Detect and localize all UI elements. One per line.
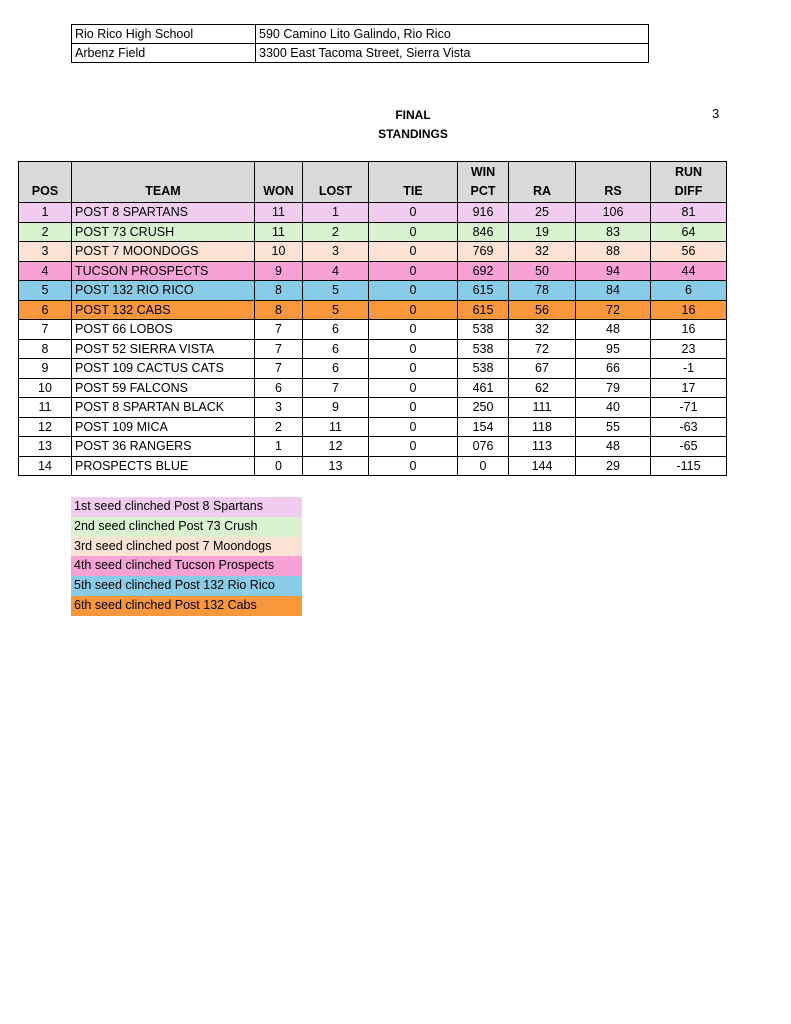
venue-name: Rio Rico High School [72, 25, 256, 44]
cell-pos: 8 [19, 339, 72, 359]
legend-item: 1st seed clinched Post 8 Spartans [71, 497, 302, 517]
cell-run-diff: -115 [651, 456, 727, 476]
header-win-pct [458, 162, 509, 203]
cell-team: POST 59 FALCONS [72, 378, 255, 398]
cell-win-pct: 0 [458, 456, 509, 476]
cell-pos: 10 [19, 378, 72, 398]
standings-body [19, 203, 727, 476]
cell-lost: 5 [303, 281, 369, 301]
standings-row [19, 437, 727, 457]
cell-win-pct: 916 [458, 203, 509, 223]
cell-won: 10 [255, 242, 303, 262]
cell-ra: 50 [509, 261, 576, 281]
cell-pos: 13 [19, 437, 72, 457]
header-team: TEAM [72, 162, 255, 203]
page-number: 3 [712, 106, 720, 121]
cell-pos: 7 [19, 320, 72, 340]
cell-pos: 1 [19, 203, 72, 223]
cell-win-pct: 692 [458, 261, 509, 281]
cell-team: POST 8 SPARTANS [72, 203, 255, 223]
cell-rs: 84 [576, 281, 651, 301]
cell-rs: 48 [576, 437, 651, 457]
cell-win-pct: 615 [458, 281, 509, 301]
cell-won: 9 [255, 261, 303, 281]
legend-item: 6th seed clinched Post 132 Cabs [71, 596, 302, 616]
standings-table [18, 161, 727, 476]
cell-rs: 83 [576, 222, 651, 242]
page-title [313, 106, 513, 144]
cell-team: POST 109 CACTUS CATS [72, 359, 255, 379]
cell-ra: 56 [509, 300, 576, 320]
cell-win-pct: 538 [458, 359, 509, 379]
cell-tie: 0 [369, 222, 458, 242]
standings-row [19, 203, 727, 223]
cell-run-diff: 23 [651, 339, 727, 359]
cell-tie: 0 [369, 339, 458, 359]
cell-run-diff: 44 [651, 261, 727, 281]
cell-team: POST 66 LOBOS [72, 320, 255, 340]
cell-lost: 9 [303, 398, 369, 418]
venue-row [72, 25, 649, 44]
cell-ra: 144 [509, 456, 576, 476]
cell-win-pct: 538 [458, 339, 509, 359]
cell-tie: 0 [369, 242, 458, 262]
cell-run-diff: -65 [651, 437, 727, 457]
standings-row [19, 339, 727, 359]
cell-lost: 6 [303, 359, 369, 379]
venue-address: 590 Camino Lito Galindo, Rio Rico [256, 25, 649, 44]
standings-row [19, 417, 727, 437]
standings-row [19, 261, 727, 281]
header-rs: RS [576, 162, 651, 203]
cell-run-diff: 16 [651, 320, 727, 340]
cell-tie: 0 [369, 398, 458, 418]
cell-team: PROSPECTS BLUE [72, 456, 255, 476]
cell-ra: 62 [509, 378, 576, 398]
cell-run-diff: -71 [651, 398, 727, 418]
cell-win-pct: 615 [458, 300, 509, 320]
standings-row [19, 281, 727, 301]
cell-run-diff: -63 [651, 417, 727, 437]
legend-item: 3rd seed clinched post 7 Moondogs [71, 537, 302, 557]
cell-won: 2 [255, 417, 303, 437]
cell-rs: 48 [576, 320, 651, 340]
cell-run-diff: 17 [651, 378, 727, 398]
header-run-diff-line2: DIFF [674, 184, 703, 198]
cell-tie: 0 [369, 300, 458, 320]
cell-tie: 0 [369, 261, 458, 281]
cell-rs: 94 [576, 261, 651, 281]
legend-item: 5th seed clinched Post 132 Rio Rico [71, 576, 302, 596]
cell-lost: 5 [303, 300, 369, 320]
standings-row [19, 359, 727, 379]
cell-pos: 14 [19, 456, 72, 476]
cell-run-diff: 56 [651, 242, 727, 262]
venue-row [72, 44, 649, 63]
standings-row [19, 242, 727, 262]
cell-won: 7 [255, 339, 303, 359]
cell-rs: 29 [576, 456, 651, 476]
cell-won: 8 [255, 281, 303, 301]
cell-lost: 12 [303, 437, 369, 457]
standings-row [19, 300, 727, 320]
cell-tie: 0 [369, 281, 458, 301]
cell-ra: 19 [509, 222, 576, 242]
cell-win-pct: 538 [458, 320, 509, 340]
cell-won: 7 [255, 359, 303, 379]
cell-ra: 67 [509, 359, 576, 379]
cell-team: POST 132 CABS [72, 300, 255, 320]
cell-ra: 32 [509, 242, 576, 262]
header-lost: LOST [303, 162, 369, 203]
cell-lost: 11 [303, 417, 369, 437]
cell-ra: 25 [509, 203, 576, 223]
header-run-diff-line1: RUN [674, 165, 703, 179]
cell-tie: 0 [369, 203, 458, 223]
cell-lost: 13 [303, 456, 369, 476]
cell-ra: 78 [509, 281, 576, 301]
cell-pos: 5 [19, 281, 72, 301]
standings-row [19, 222, 727, 242]
cell-run-diff: 6 [651, 281, 727, 301]
cell-tie: 0 [369, 378, 458, 398]
standings-row [19, 456, 727, 476]
cell-pos: 6 [19, 300, 72, 320]
cell-run-diff: 64 [651, 222, 727, 242]
cell-ra: 118 [509, 417, 576, 437]
cell-run-diff: -1 [651, 359, 727, 379]
cell-ra: 111 [509, 398, 576, 418]
header-win-pct-line2: PCT [470, 184, 496, 198]
cell-team: POST 132 RIO RICO [72, 281, 255, 301]
legend-item: 2nd seed clinched Post 73 Crush [71, 517, 302, 537]
cell-team: POST 7 MOONDOGS [72, 242, 255, 262]
cell-rs: 95 [576, 339, 651, 359]
cell-team: POST 8 SPARTAN BLACK [72, 398, 255, 418]
cell-win-pct: 461 [458, 378, 509, 398]
cell-pos: 11 [19, 398, 72, 418]
cell-won: 6 [255, 378, 303, 398]
cell-ra: 32 [509, 320, 576, 340]
venue-address: 3300 East Tacoma Street, Sierra Vista [256, 44, 649, 63]
cell-team: POST 52 SIERRA VISTA [72, 339, 255, 359]
cell-won: 11 [255, 203, 303, 223]
header-pos: POS [19, 162, 72, 203]
cell-run-diff: 81 [651, 203, 727, 223]
venues-body [72, 25, 649, 63]
cell-win-pct: 846 [458, 222, 509, 242]
cell-team: POST 73 CRUSH [72, 222, 255, 242]
legend-item: 4th seed clinched Tucson Prospects [71, 556, 302, 576]
cell-lost: 1 [303, 203, 369, 223]
cell-rs: 79 [576, 378, 651, 398]
title-line-final: FINAL [395, 108, 431, 122]
cell-win-pct: 250 [458, 398, 509, 418]
cell-lost: 4 [303, 261, 369, 281]
cell-pos: 3 [19, 242, 72, 262]
title-line-standings: STANDINGS [378, 127, 448, 141]
cell-pos: 12 [19, 417, 72, 437]
cell-lost: 6 [303, 320, 369, 340]
header-ra: RA [509, 162, 576, 203]
standings-row [19, 398, 727, 418]
seed-legend [71, 497, 302, 616]
cell-won: 1 [255, 437, 303, 457]
cell-lost: 2 [303, 222, 369, 242]
cell-pos: 4 [19, 261, 72, 281]
header-run-diff [651, 162, 727, 203]
cell-tie: 0 [369, 320, 458, 340]
standings-row [19, 378, 727, 398]
cell-won: 8 [255, 300, 303, 320]
cell-ra: 72 [509, 339, 576, 359]
cell-rs: 72 [576, 300, 651, 320]
header-win-pct-line1: WIN [470, 165, 496, 179]
cell-pos: 9 [19, 359, 72, 379]
venue-name: Arbenz Field [72, 44, 256, 63]
cell-win-pct: 076 [458, 437, 509, 457]
cell-win-pct: 154 [458, 417, 509, 437]
cell-rs: 55 [576, 417, 651, 437]
cell-run-diff: 16 [651, 300, 727, 320]
cell-pos: 2 [19, 222, 72, 242]
cell-team: POST 36 RANGERS [72, 437, 255, 457]
cell-tie: 0 [369, 437, 458, 457]
cell-ra: 113 [509, 437, 576, 457]
cell-rs: 88 [576, 242, 651, 262]
cell-rs: 40 [576, 398, 651, 418]
venues-table [71, 24, 649, 63]
cell-won: 3 [255, 398, 303, 418]
cell-lost: 6 [303, 339, 369, 359]
cell-won: 0 [255, 456, 303, 476]
header-row [19, 162, 727, 203]
cell-rs: 66 [576, 359, 651, 379]
header-tie: TIE [369, 162, 458, 203]
standings-row [19, 320, 727, 340]
cell-team: TUCSON PROSPECTS [72, 261, 255, 281]
cell-tie: 0 [369, 359, 458, 379]
standings-header [19, 162, 727, 203]
cell-rs: 106 [576, 203, 651, 223]
cell-win-pct: 769 [458, 242, 509, 262]
header-won: WON [255, 162, 303, 203]
cell-tie: 0 [369, 417, 458, 437]
cell-won: 11 [255, 222, 303, 242]
cell-won: 7 [255, 320, 303, 340]
cell-lost: 7 [303, 378, 369, 398]
cell-tie: 0 [369, 456, 458, 476]
cell-team: POST 109 MICA [72, 417, 255, 437]
cell-lost: 3 [303, 242, 369, 262]
